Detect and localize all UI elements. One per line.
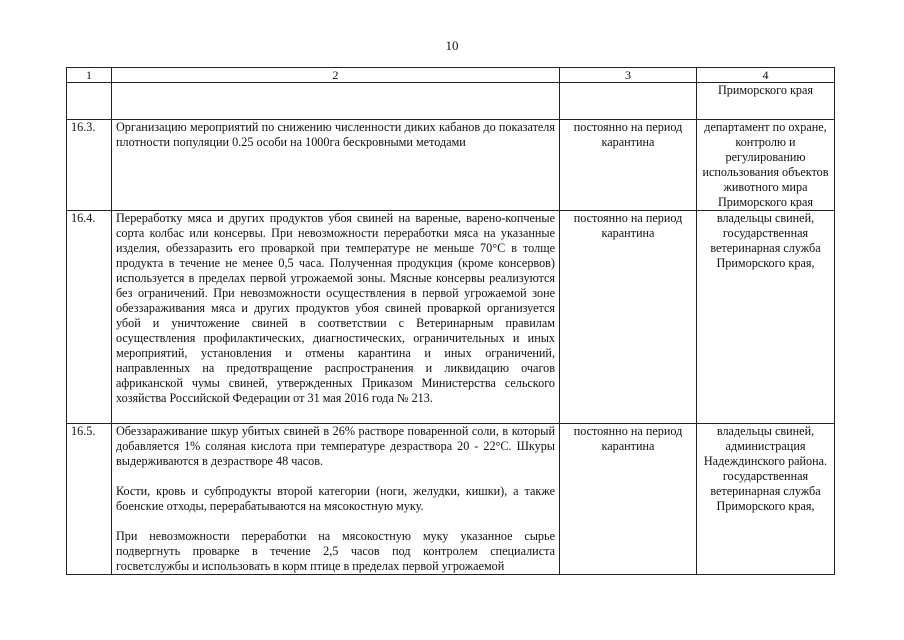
row-description: Организацию мероприятий по снижению численности диких кабанов до показателя плотности популяции 0.25 особи на 1000га бескровными методами: [112, 120, 560, 211]
measures-table: [66, 67, 835, 575]
table-row: [67, 424, 835, 575]
row-period: постоянно на период карантина: [560, 424, 697, 575]
row-description: Переработку мяса и других продуктов убоя свиней на вареные, варено-копченые сорта колбас или консервы. При невозможности переработки мяса на указанные изделия, обеззаразить его проваркой при температуре не меньше 70°С в толще продукта в течение не менее 0,5 часа. Полученная продукция (кроме консервов) используется в пределах первой угрожаемой зоны. Мясные консервы реализуются без ограничений. При невозможности осуществления в первой угрожаемой зоне обеззараживания мяса и других продуктов убоя свиней проваркой организуется убой и уничтожение свиней в соответствии с Ветеринарным правилам осуществления профилактических, диагностических, ограничительных и иных мероприятий, установления и отмены карантина и иных ограничений, направленных на предотвращение распространения и ликвидацию очагов африканской чумы свиней, утвержденных Приказом Министерства сельского хозяйства Российской Федерации от 31 мая 2016 года № 213.: [112, 211, 560, 424]
row-period: [560, 83, 697, 120]
table-row: [67, 120, 835, 211]
column-number: 2: [112, 68, 560, 83]
page-number: 10: [445, 38, 459, 53]
row-responsible: Приморского края: [697, 83, 835, 120]
row-responsible: владельцы свиней, государственная ветеринарная служба Приморского края,: [697, 211, 835, 424]
row-description: [112, 83, 560, 120]
column-number: 4: [697, 68, 835, 83]
column-number-row: [67, 68, 835, 83]
row-number: 16.4.: [67, 211, 112, 424]
row-number: 16.5.: [67, 424, 112, 575]
row-number: [67, 83, 112, 120]
row-responsible: владельцы свиней, администрация Надеждинского района. государственная ветеринарная служба Приморского края,: [697, 424, 835, 575]
row-period: постоянно на период карантина: [560, 120, 697, 211]
row-responsible: департамент по охране, контролю и регулированию использования объектов животного мира Приморского края: [697, 120, 835, 211]
row-number: 16.3.: [67, 120, 112, 211]
column-number: 3: [560, 68, 697, 83]
row-description: Обеззараживание шкур убитых свиней в 26% растворе поваренной соли, в который добавляется 1% соляная кислота при температуре дезраствора 20 - 22°С. Шкуры выдерживаются в дезрастворе 48 часов. Кости, кровь и субпродукты второй категории (ноги, желудки, кишки), а также боенские отходы, перерабатываются на мясокостную муку. При невозможности переработки на мясокостную муку указанное сырье подвергнуть проварке в течение 2,5 часов под контролем специалиста госветслужбы и использовать в корм птице в пределах первой угрожаемой: [112, 424, 560, 575]
column-number: 1: [67, 68, 112, 83]
row-period: постоянно на период карантина: [560, 211, 697, 424]
table-row: [67, 83, 835, 120]
table-row: [67, 211, 835, 424]
